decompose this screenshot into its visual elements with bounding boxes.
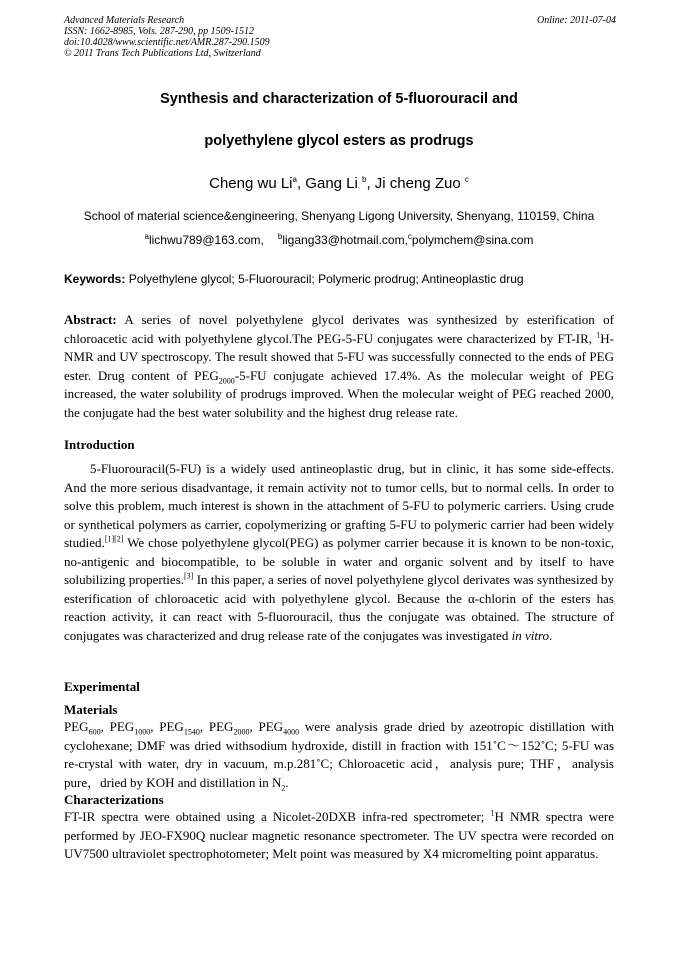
subsection-heading-characterizations: Characterizations [64, 792, 164, 807]
intro-text: In this paper, a series of novel polyethylene glycol derivates was synthesized by esterification of chloroacetic acid with polyethylene glycol. Because the α-chlorin of the esters has reaction activity, it can react with 5-fluorouracil, thus the conjugate was obtained. The structure of conjugates was characterized and drug release rate of the conjugates was investigated [64, 572, 614, 643]
italic-term: in vitro [511, 627, 550, 643]
author-name: , Gang Li [296, 175, 363, 192]
peg-term: PEG [109, 719, 135, 734]
author-name: Cheng wu Li [209, 175, 293, 192]
separator: , [249, 719, 259, 734]
email-mark: b [277, 232, 283, 241]
abstract-text: -5-FU conjugate achieved 17.4%. As the molecular weight of PEG increased, the water solubility of prodrugs improved. When the molecular weight of PEG reached 2000, the conjugate had the best water solubility and the highest drug release rate. [64, 367, 615, 420]
abstract-text: H-NMR and UV spectroscopy. The result showed that 5-FU was successfully connected to the ends of PEG ester. Drug content of PEG [64, 330, 614, 383]
peg-term: PEG [64, 719, 89, 734]
author-name: , Ji cheng Zuo [366, 175, 465, 192]
subscript: 1000 [134, 727, 151, 737]
email-mark: c [407, 232, 412, 241]
author-affil-mark: b [362, 175, 367, 184]
char-text: FT-IR spectra were obtained using a Nicolet-20DXB infra-red spectrometer; [64, 809, 491, 824]
peg-term: PEG [258, 719, 284, 734]
subscript: 4000 [283, 727, 300, 737]
section-heading-experimental: Experimental [64, 679, 140, 694]
email-address: lichwu789@163.com, [148, 233, 264, 247]
char-text: H NMR spectra were performed by JEO-FX90Q nuclear magnetic resonance spectrometer. The UV spectra were recorded on UV7500 ultraviolet spectrophotometer; Melt point was measured by X4 micromelting point apparatus. [64, 809, 614, 861]
intro-text: We chose polyethylene glycol(PEG) as polymer carrier because it is known to be non-toxic, no-antigenic and biocompatible, to be soluble in water and organic solvent and by itself to have solubilizing properties. [64, 535, 614, 587]
copyright-line: © 2011 Trans Tech Publications Ltd, Switzerland [64, 48, 261, 59]
paper-title-line-2: polyethylene glycol esters as prodrugs [204, 133, 474, 149]
author-affil-mark: a [292, 175, 297, 184]
subscript: 2000 [233, 727, 250, 737]
email-address: ligang33@hotmail.com, [282, 233, 408, 247]
superscript: 1 [490, 808, 495, 818]
author-affil-mark: c [464, 175, 469, 184]
intro-text: 5-Fluorouracil(5-FU) is a widely used antineoplastic drug, but in clinic, it has some side-effects. And the more serious disadvantage, it remain activity not to tumor cells, but to normal cells. In order to solve this problem, much interest is shown in the attachment of 5-FU to polymeric carriers. Using crude or synthetical polymers as carrier, copolymerizing or grafting 5-FU to polymeric carrier had been widely studied. [64, 461, 614, 550]
abstract-label: Abstract: [64, 312, 117, 327]
intro-text: . [549, 627, 553, 643]
doi-line: doi:10.4028/www.scientific.net/AMR.287-290.1509 [64, 37, 270, 48]
subsection-heading-materials: Materials [64, 702, 118, 717]
keywords-label: Keywords: [64, 272, 126, 286]
materials-text: . [285, 774, 289, 790]
author-list [0, 175, 678, 192]
citation: [1][2] [104, 534, 124, 544]
separator: , [150, 719, 160, 734]
email-list [0, 233, 678, 247]
subscript: 2000 [218, 376, 235, 386]
email-address: polymchem@sina.com [411, 233, 534, 247]
paper-title-line-1: Synthesis and characterization of 5-fluorouracil and [160, 91, 518, 107]
subscript: 2 [281, 783, 286, 793]
section-heading-introduction: Introduction [64, 437, 135, 452]
superscript: 1 [596, 330, 601, 340]
keywords [64, 272, 616, 286]
introduction-paragraph [64, 460, 614, 645]
affiliation: School of material science&engineering, Shenyang Ligong University, Shenyang, 110159, China [83, 209, 595, 223]
subscript: 1540 [183, 727, 200, 737]
citation: [3] [184, 571, 194, 581]
issn-line: ISSN: 1662-8985, Vols. 287-290, pp 1509-1512 [64, 26, 254, 37]
peg-term: PEG [159, 719, 184, 734]
keywords-text: Polyethylene glycol; 5-Fluorouracil; Polymeric prodrug; Antineoplastic drug [125, 272, 524, 286]
abstract-text: A series of novel polyethylene glycol derivates was synthesized by esterification of chloroacetic acid with polyethylene glycol.The PEG-5-FU conjugates were characterized by FT-IR, [64, 312, 614, 346]
peg-term: PEG [208, 719, 234, 734]
online-date: Online: 2011-07-04 [537, 15, 616, 26]
materials-paragraph [64, 718, 614, 792]
separator: , [199, 719, 209, 734]
journal-header [64, 15, 616, 59]
characterizations-paragraph [64, 808, 614, 864]
materials-text: were analysis grade dried by azeotropic distillation with cyclohexane; DMF was dried withsodium hydroxide, distill in fraction with 151˚C～152˚C; 5-FU was re-crystal with water, dry in vacuum, m.p.281˚C; Chloroacetic acid，analysis pure; THF，analysis pure，dried by KOH and distillation in N [64, 719, 615, 790]
abstract-paragraph [64, 311, 614, 422]
email-mark: a [144, 232, 149, 241]
subscript: 600 [88, 727, 101, 737]
separator: , [100, 719, 110, 734]
journal-name: Advanced Materials Research [64, 15, 185, 26]
